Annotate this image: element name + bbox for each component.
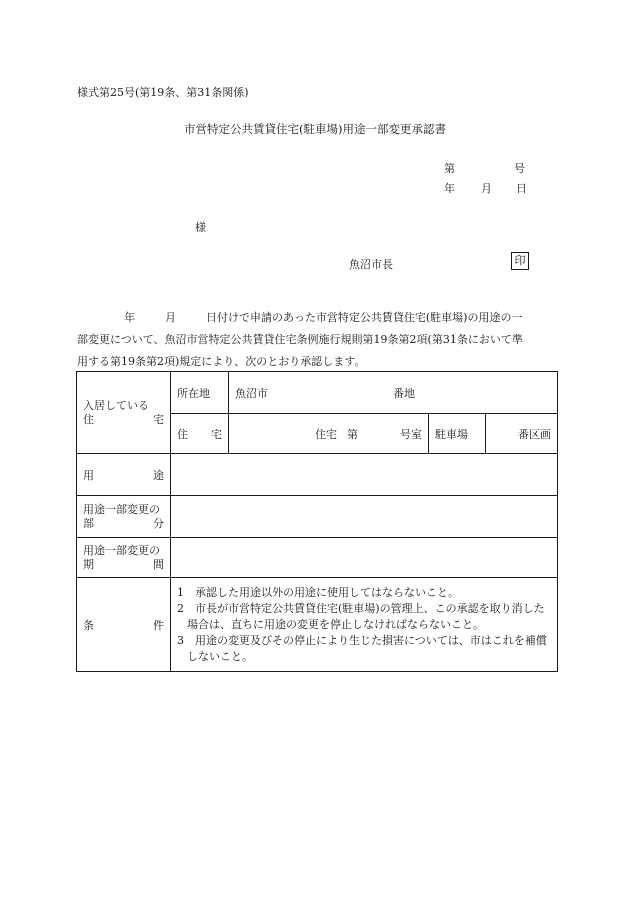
issue-date-month: 月 xyxy=(481,182,492,195)
approval-text-line2: 部変更について、魚沼市営特定公共賃貸住宅条例施行規則第19条第2項(第31条において準 xyxy=(77,333,523,346)
document-number-prefix: 第 xyxy=(444,162,455,175)
parking-label: 駐車場 xyxy=(429,414,486,454)
document-number-suffix: 号 xyxy=(514,162,525,175)
seal-mark: 印 xyxy=(511,252,529,270)
condition-item: 1 承認した用途以外の用途に使用してはならないこと。 xyxy=(177,585,459,599)
house-dai: 第 xyxy=(347,427,358,441)
location-label: 所在地 xyxy=(171,372,229,414)
approval-table xyxy=(76,371,558,672)
issue-date-day: 日 xyxy=(516,182,527,195)
table-row xyxy=(77,496,558,538)
condition-item: 3 用途の変更及びその停止により生じた損害については、市はこれを補償しないこと。 xyxy=(177,633,547,663)
parking-section-cell: 番区画 xyxy=(486,414,558,454)
approval-text-line1 xyxy=(77,307,553,329)
table-row xyxy=(77,372,558,414)
part-value xyxy=(171,496,558,538)
house-label: 住 宅 xyxy=(171,414,229,454)
house-number-cell xyxy=(229,414,429,454)
use-value xyxy=(171,454,558,496)
location-cell xyxy=(229,372,558,414)
table-row xyxy=(77,578,558,672)
conditions-list xyxy=(171,578,558,672)
addressee-honorific: 様 xyxy=(195,221,206,234)
approval-year: 年 xyxy=(124,311,135,324)
period-label: 用途一部変更の 期 間 xyxy=(77,538,171,578)
house-room: 号室 xyxy=(400,427,422,441)
residence-label-su: 住 xyxy=(83,412,94,426)
residence-label xyxy=(77,372,171,454)
condition-item: 2 市長が市営特定公共賃貸住宅(駐車場)の管理上、この承認を取り消した場合は、直ちに用途の変更を停止しなければならないこと。 xyxy=(177,601,545,631)
house-prefix: 住宅 xyxy=(315,427,337,441)
approval-line1-rest: 日付けで申請のあった市営特定公共賃貸住宅(駐車場)の用途の一 xyxy=(206,311,523,324)
residence-label-taku: 宅 xyxy=(153,412,164,426)
location-city: 魚沼市 xyxy=(235,386,268,400)
form-number: 様式第25号(第19条、第31条関係) xyxy=(77,86,249,99)
residence-label-line1: 入居している xyxy=(83,398,149,412)
document-title: 市営特定公共賃貸住宅(駐車場)用途一部変更承認書 xyxy=(184,122,446,136)
issuer-name: 魚沼市長 xyxy=(349,258,393,271)
approval-text xyxy=(77,307,553,373)
table-row xyxy=(77,538,558,578)
table-row xyxy=(77,454,558,496)
issue-date-year: 年 xyxy=(444,182,455,195)
period-value xyxy=(171,538,558,578)
approval-month: 月 xyxy=(165,311,176,324)
approval-text-line3: 用する第19条第2項)規定により、次のとおり承認します。 xyxy=(77,355,366,368)
location-banchi: 番地 xyxy=(393,386,415,400)
use-label: 用 途 xyxy=(77,454,171,496)
part-label: 用途一部変更の 部 分 xyxy=(77,496,171,538)
conditions-label: 条 件 xyxy=(77,578,171,672)
